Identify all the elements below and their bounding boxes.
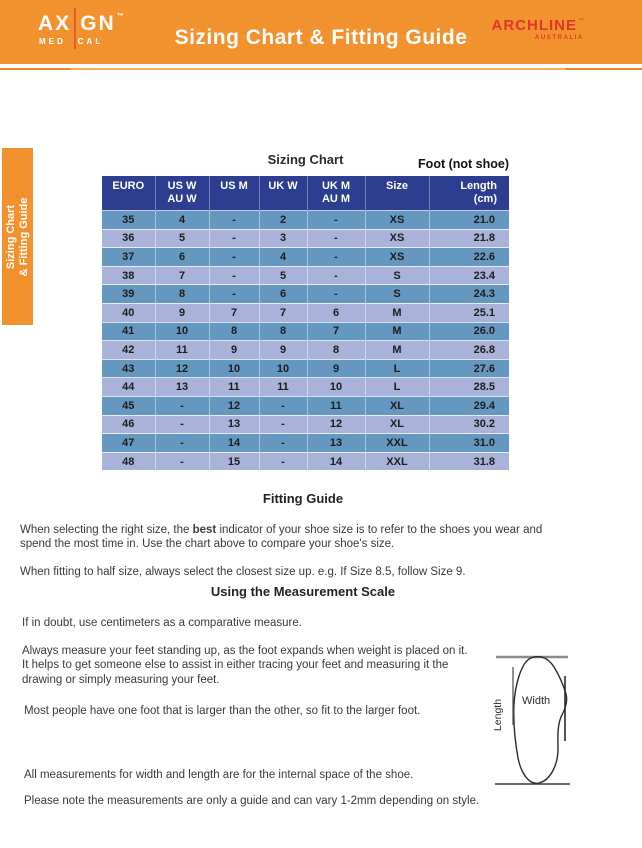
side-tab xyxy=(2,148,33,325)
table-row xyxy=(102,229,509,248)
table-header-cell: EURO xyxy=(102,176,155,211)
table-cell: XS xyxy=(365,229,429,248)
measurement-paragraph-2: Always measure your feet standing up, as the foot expands when weight is placed on it. It helps to get someone else to assist in either tracing your feet and measuring it the drawing or simply measuring your feet. xyxy=(22,644,468,686)
table-cell: 26.0 xyxy=(429,322,509,341)
table-cell: 13 xyxy=(155,378,209,397)
table-cell: 7 xyxy=(259,303,307,322)
table-cell: 37 xyxy=(102,248,155,267)
table-cell: 9 xyxy=(307,359,365,378)
table-cell: 11 xyxy=(307,396,365,415)
fitting-guide-title: Fitting Guide xyxy=(262,491,344,506)
table-cell: 6 xyxy=(155,248,209,267)
table-cell: 31.8 xyxy=(429,452,509,470)
axign-wordmark-left: AX xyxy=(38,12,72,35)
table-cell: 13 xyxy=(209,415,259,434)
table-header-cell: UK M AU M xyxy=(307,176,365,211)
table-cell: XXL xyxy=(365,434,429,453)
table-cell: 29.4 xyxy=(429,396,509,415)
table-cell: 5 xyxy=(155,229,209,248)
table-cell: XS xyxy=(365,211,429,230)
table-cell: XL xyxy=(365,415,429,434)
table-cell: L xyxy=(365,359,429,378)
table-cell: 44 xyxy=(102,378,155,397)
table-cell: XS xyxy=(365,248,429,267)
table-cell: XXL xyxy=(365,452,429,470)
table-cell: 11 xyxy=(259,378,307,397)
table-cell: 28.5 xyxy=(429,378,509,397)
header-banner xyxy=(0,0,642,64)
axign-wordmark-right: GN xyxy=(80,12,116,35)
table-header-cell: Length (cm) xyxy=(429,176,509,211)
table-cell: M xyxy=(365,303,429,322)
table-cell: - xyxy=(259,415,307,434)
table-cell: S xyxy=(365,285,429,304)
table-cell: 10 xyxy=(209,359,259,378)
table-cell: - xyxy=(209,229,259,248)
table-row xyxy=(102,285,509,304)
table-header-cell: UK W xyxy=(259,176,307,211)
fitting-guide-paragraph-1-bold: best xyxy=(192,523,217,536)
axign-trademark: ™ xyxy=(116,13,126,20)
table-cell: 9 xyxy=(155,303,209,322)
table-cell: 8 xyxy=(307,341,365,360)
table-cell: 36 xyxy=(102,229,155,248)
table-cell: 4 xyxy=(259,248,307,267)
table-cell: 42 xyxy=(102,341,155,360)
table-cell: - xyxy=(155,415,209,434)
measurement-paragraph-5: Please note the measurements are only a guide and can vary 1-2mm depending on style. xyxy=(24,794,480,807)
table-cell: - xyxy=(307,285,365,304)
table-cell: 4 xyxy=(155,211,209,230)
table-cell: 31.0 xyxy=(429,434,509,453)
measurement-scale-title: Using the Measurement Scale xyxy=(210,584,396,599)
table-cell: 23.4 xyxy=(429,266,509,285)
width-label: Width xyxy=(522,695,551,707)
table-cell: L xyxy=(365,378,429,397)
table-cell: 27.6 xyxy=(429,359,509,378)
table-cell: 21.8 xyxy=(429,229,509,248)
table-cell: XL xyxy=(365,396,429,415)
table-cell: 43 xyxy=(102,359,155,378)
table-cell: 9 xyxy=(209,341,259,360)
table-cell: 7 xyxy=(307,322,365,341)
table-row xyxy=(102,322,509,341)
table-header-row xyxy=(102,176,509,211)
table-cell: 14 xyxy=(307,452,365,470)
table-cell: - xyxy=(209,211,259,230)
table-cell: 40 xyxy=(102,303,155,322)
table-cell: 25.1 xyxy=(429,303,509,322)
fitting-guide-paragraph-1-post: indicator of your shoe size is to refer to the shoes you wear and spend the most time in. Use the chart above to compare your shoe's size. xyxy=(20,523,543,550)
table-cell: 38 xyxy=(102,266,155,285)
foot-diagram xyxy=(488,643,642,795)
table-header-cell: US M xyxy=(209,176,259,211)
table-cell: 10 xyxy=(155,322,209,341)
table-cell: 45 xyxy=(102,396,155,415)
table-cell: 35 xyxy=(102,211,155,230)
table-cell: - xyxy=(155,396,209,415)
page-title: Sizing Chart & Fitting Guide xyxy=(174,26,468,49)
table-cell: 30.2 xyxy=(429,415,509,434)
side-tab-line2: & Fitting Guide xyxy=(17,197,30,276)
table-cell: 46 xyxy=(102,415,155,434)
table-cell: - xyxy=(259,434,307,453)
table-cell: 12 xyxy=(209,396,259,415)
foot-not-shoe-label: Foot (not shoe) xyxy=(418,157,509,171)
table-cell: 15 xyxy=(209,452,259,470)
table-cell: 12 xyxy=(155,359,209,378)
table-cell: M xyxy=(365,341,429,360)
table-cell: 24.3 xyxy=(429,285,509,304)
table-cell: 8 xyxy=(155,285,209,304)
table-cell: 10 xyxy=(307,378,365,397)
table-cell: 12 xyxy=(307,415,365,434)
archline-logo xyxy=(492,18,585,42)
table-row xyxy=(102,266,509,285)
measurement-paragraph-1: If in doubt, use centimeters as a comparative measure. xyxy=(22,616,302,629)
table-cell: - xyxy=(307,229,365,248)
table-cell: - xyxy=(307,211,365,230)
axign-medical-right: CAL xyxy=(77,37,104,46)
sizing-table xyxy=(102,176,509,470)
table-row xyxy=(102,396,509,415)
table-cell: 47 xyxy=(102,434,155,453)
archline-trademark: ™ xyxy=(578,18,584,24)
table-header-cell: Size xyxy=(365,176,429,211)
table-row xyxy=(102,434,509,453)
measurement-paragraph-3: Most people have one foot that is larger than the other, so fit to the larger foot. xyxy=(24,704,421,717)
table-header-cell: US W AU W xyxy=(155,176,209,211)
table-cell: - xyxy=(209,248,259,267)
fitting-guide-paragraph-1-pre: When selecting the right size, the xyxy=(20,523,193,536)
table-cell: 6 xyxy=(259,285,307,304)
archline-australia-label: AUSTRALIA xyxy=(534,35,584,41)
table-row xyxy=(102,211,509,230)
axign-medical-left: MED xyxy=(39,37,66,46)
table-row xyxy=(102,452,509,470)
table-row xyxy=(102,378,509,397)
sizing-chart-title: Sizing Chart xyxy=(267,152,344,167)
table-row xyxy=(102,248,509,267)
table-cell: 22.6 xyxy=(429,248,509,267)
table-cell: 13 xyxy=(307,434,365,453)
table-row xyxy=(102,359,509,378)
table-cell: - xyxy=(259,452,307,470)
side-tab-line1: Sizing Chart xyxy=(4,204,17,269)
table-row xyxy=(102,415,509,434)
table-cell: 8 xyxy=(209,322,259,341)
table-cell: S xyxy=(365,266,429,285)
table-cell: 21.0 xyxy=(429,211,509,230)
table-row xyxy=(102,341,509,360)
table-cell: 26.8 xyxy=(429,341,509,360)
table-cell: M xyxy=(365,322,429,341)
measurement-paragraph-4: All measurements for width and length are for the internal space of the shoe. xyxy=(24,768,414,781)
table-cell: 8 xyxy=(259,322,307,341)
table-cell: 7 xyxy=(209,303,259,322)
table-cell: 5 xyxy=(259,266,307,285)
fitting-guide-paragraph-1 xyxy=(20,523,550,552)
table-cell: - xyxy=(155,452,209,470)
table-cell: 11 xyxy=(209,378,259,397)
archline-wordmark: ARCHLINE xyxy=(491,17,577,34)
table-cell: 6 xyxy=(307,303,365,322)
table-cell: - xyxy=(209,266,259,285)
length-label: Length xyxy=(492,698,504,732)
table-cell: - xyxy=(209,285,259,304)
table-row xyxy=(102,303,509,322)
foot-outline xyxy=(514,657,567,784)
table-cell: 39 xyxy=(102,285,155,304)
header-rule xyxy=(0,68,642,70)
table-cell: 2 xyxy=(259,211,307,230)
table-cell: 14 xyxy=(209,434,259,453)
table-cell: 48 xyxy=(102,452,155,470)
table-cell: 7 xyxy=(155,266,209,285)
table-cell: 41 xyxy=(102,322,155,341)
table-cell: 3 xyxy=(259,229,307,248)
table-cell: - xyxy=(155,434,209,453)
side-tab-label xyxy=(5,148,31,325)
table-cell: 10 xyxy=(259,359,307,378)
table-cell: - xyxy=(307,248,365,267)
table-cell: 9 xyxy=(259,341,307,360)
table-cell: 11 xyxy=(155,341,209,360)
fitting-guide-paragraph-2: When fitting to half size, always select the closest size up. e.g. If Size 8.5, follow Size 9. xyxy=(20,565,466,578)
table-cell: - xyxy=(259,396,307,415)
table-cell: - xyxy=(307,266,365,285)
